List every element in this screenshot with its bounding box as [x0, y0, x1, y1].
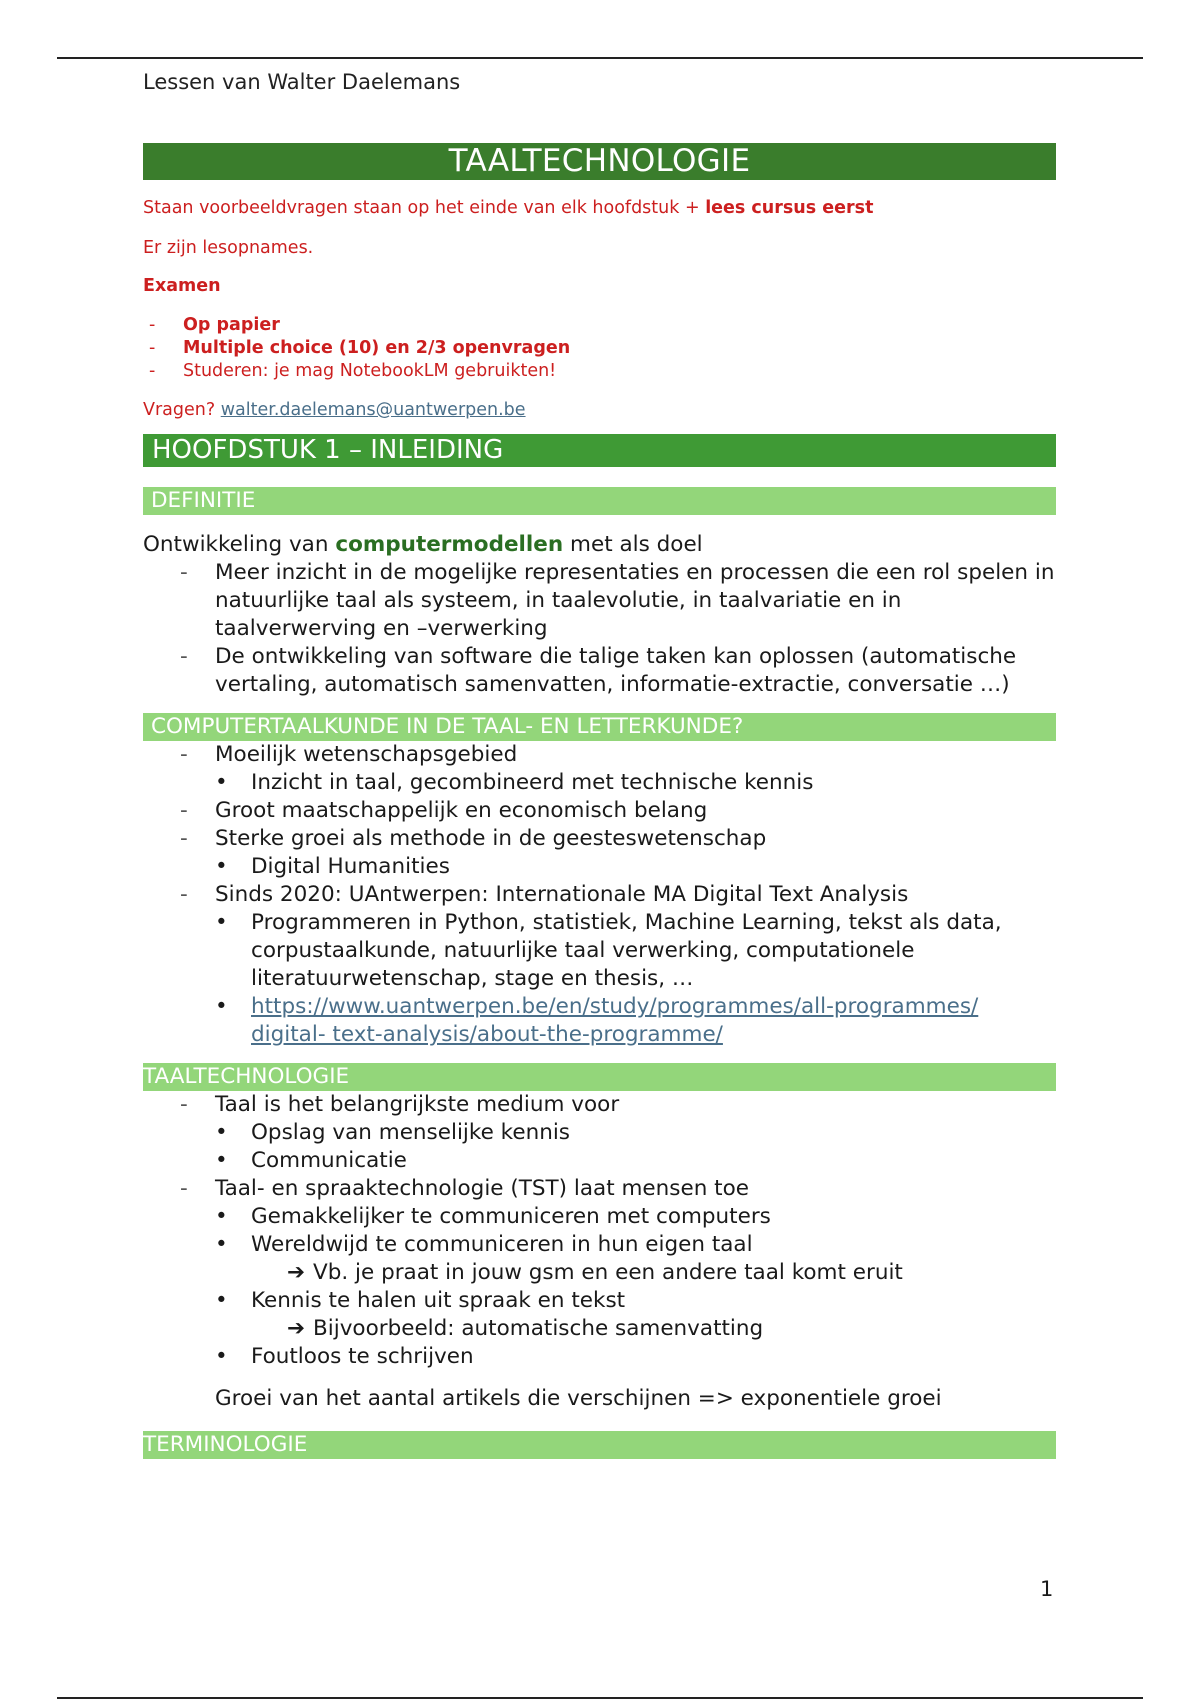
programme-link[interactable] — [251, 994, 978, 1047]
definitie-intro-bold: computermodellen — [335, 532, 564, 557]
arrow-right-icon: ➔ — [287, 1260, 306, 1285]
sub-list — [215, 909, 1056, 1049]
exam-item — [143, 337, 1056, 360]
list-item-text: Sterke groei als methode in de geesteswetenschap — [215, 826, 767, 851]
section-heading-computertaalkunde: COMPUTERTAALKUNDE IN DE TAAL- EN LETTERKUNDE? — [143, 713, 1056, 741]
arrow-note-text: Vb. je praat in jouw gsm en een andere taal komt eruit — [313, 1260, 903, 1285]
section-heading-taaltechnologie: TAALTECHNOLOGIE — [143, 1063, 1056, 1091]
email-link[interactable]: walter.daelemans@uantwerpen.be — [220, 400, 526, 420]
chapter-heading: HOOFDSTUK 1 – INLEIDING — [143, 434, 1056, 467]
section-heading-terminologie: TERMINOLOGIE — [143, 1431, 1056, 1459]
definitie-intro-post: met als doel — [563, 532, 703, 557]
taaltechnologie-list — [143, 1091, 1056, 1371]
examen-label: Examen — [143, 276, 221, 296]
intro-line-1-bold: lees cursus eerst — [705, 198, 874, 218]
vragen-line — [143, 400, 1056, 420]
programme-link-line-2: digital- text-analysis/about-the-programme/ — [251, 1022, 723, 1047]
list-item — [143, 825, 1056, 881]
section-heading-definitie: DEFINITIE — [143, 487, 1056, 515]
list-item-text: Taal is het belangrijkste medium voor — [215, 1092, 620, 1117]
intro-line-1-text: Staan voorbeeldvragen staan op het einde van elk hoofdstuk + — [143, 198, 706, 218]
list-item — [143, 1175, 1056, 1371]
arrow-note — [251, 1259, 1056, 1287]
sub-item: • Foutloos te schrijven — [215, 1343, 1056, 1371]
list-item: - Meer inzicht in de mogelijke representaties en processen die een rol spelen in natuurlijke taal als systeem, in taalevolutie, in taalvariatie en in taalverwerving en –verwerking — [143, 559, 1056, 643]
arrow-note-text: Bijvoorbeeld: automatische samenvatting — [313, 1316, 764, 1341]
groei-paragraph: Groei van het aantal artikels die verschijnen => exponentiele groei — [215, 1386, 942, 1411]
list-item: - Groot maatschappelijk en economisch belang — [143, 797, 1056, 825]
sub-item-text: Kennis te halen uit spraak en tekst — [251, 1288, 626, 1313]
list-item-text: Taal- en spraaktechnologie (TST) laat mensen toe — [215, 1176, 749, 1201]
exam-list — [143, 314, 1056, 383]
top-rule — [57, 57, 1143, 59]
exam-item — [143, 314, 1056, 337]
definitie-intro — [143, 531, 1056, 559]
programme-link-line-1: https://www.uantwerpen.be/en/study/programmes/all-programmes/ — [251, 994, 979, 1019]
vragen-label: Vragen? — [143, 400, 221, 420]
sub-item — [215, 993, 1056, 1049]
sub-item: • Programmeren in Python, statistiek, Machine Learning, tekst als data, corpustaalkunde, natuurlijke taal verwerking, computationele literatuurwetenschap, stage en thesis, … — [215, 909, 1056, 993]
sub-list — [215, 769, 1056, 797]
exam-item-text: Op papier — [183, 315, 280, 335]
sub-item — [215, 1287, 1056, 1343]
document-title: TAALTECHNOLOGIE — [143, 143, 1056, 180]
page-number: 1 — [1040, 1577, 1054, 1601]
exam-item-text: Studeren: je mag NotebookLM gebruikten! — [183, 361, 557, 381]
list-item — [143, 1091, 1056, 1175]
arrow-right-icon: ➔ — [287, 1316, 306, 1341]
page-header: Lessen van Walter Daelemans — [143, 70, 461, 94]
sub-item: • Inzicht in taal, gecombineerd met technische kennis — [215, 769, 1056, 797]
sub-item-text: Wereldwijd te communiceren in hun eigen taal — [251, 1232, 753, 1257]
bottom-rule — [57, 1697, 1143, 1699]
list-item-text: Sinds 2020: UAntwerpen: Internationale MA Digital Text Analysis — [215, 882, 909, 907]
list-item: - De ontwikkeling van software die talige taken kan oplossen (automatische vertaling, automatisch samenvatten, informatie-extractie, conversatie …) — [143, 643, 1056, 699]
list-item-text: Moeilijk wetenschapsgebied — [215, 742, 518, 767]
definitie-intro-pre: Ontwikkeling van — [143, 532, 336, 557]
sub-list — [215, 853, 1056, 881]
exam-item-text: Multiple choice (10) en 2/3 openvragen — [183, 338, 571, 358]
definitie-list — [143, 559, 1056, 699]
sub-list — [215, 1119, 1056, 1175]
document-body — [143, 143, 1056, 1459]
list-item — [143, 741, 1056, 797]
computertaalkunde-list — [143, 741, 1056, 1049]
intro-line-1 — [143, 198, 1056, 218]
sub-item: • Digital Humanities — [215, 853, 1056, 881]
sub-item — [215, 1231, 1056, 1287]
arrow-note — [251, 1315, 1056, 1343]
list-item — [143, 881, 1056, 1049]
intro-line-2: Er zijn lesopnames. — [143, 238, 314, 258]
sub-item: • Opslag van menselijke kennis — [215, 1119, 1056, 1147]
sub-item: • Gemakkelijker te communiceren met computers — [215, 1203, 1056, 1231]
sub-item: • Communicatie — [215, 1147, 1056, 1175]
exam-item — [143, 360, 1056, 383]
sub-list — [215, 1203, 1056, 1371]
